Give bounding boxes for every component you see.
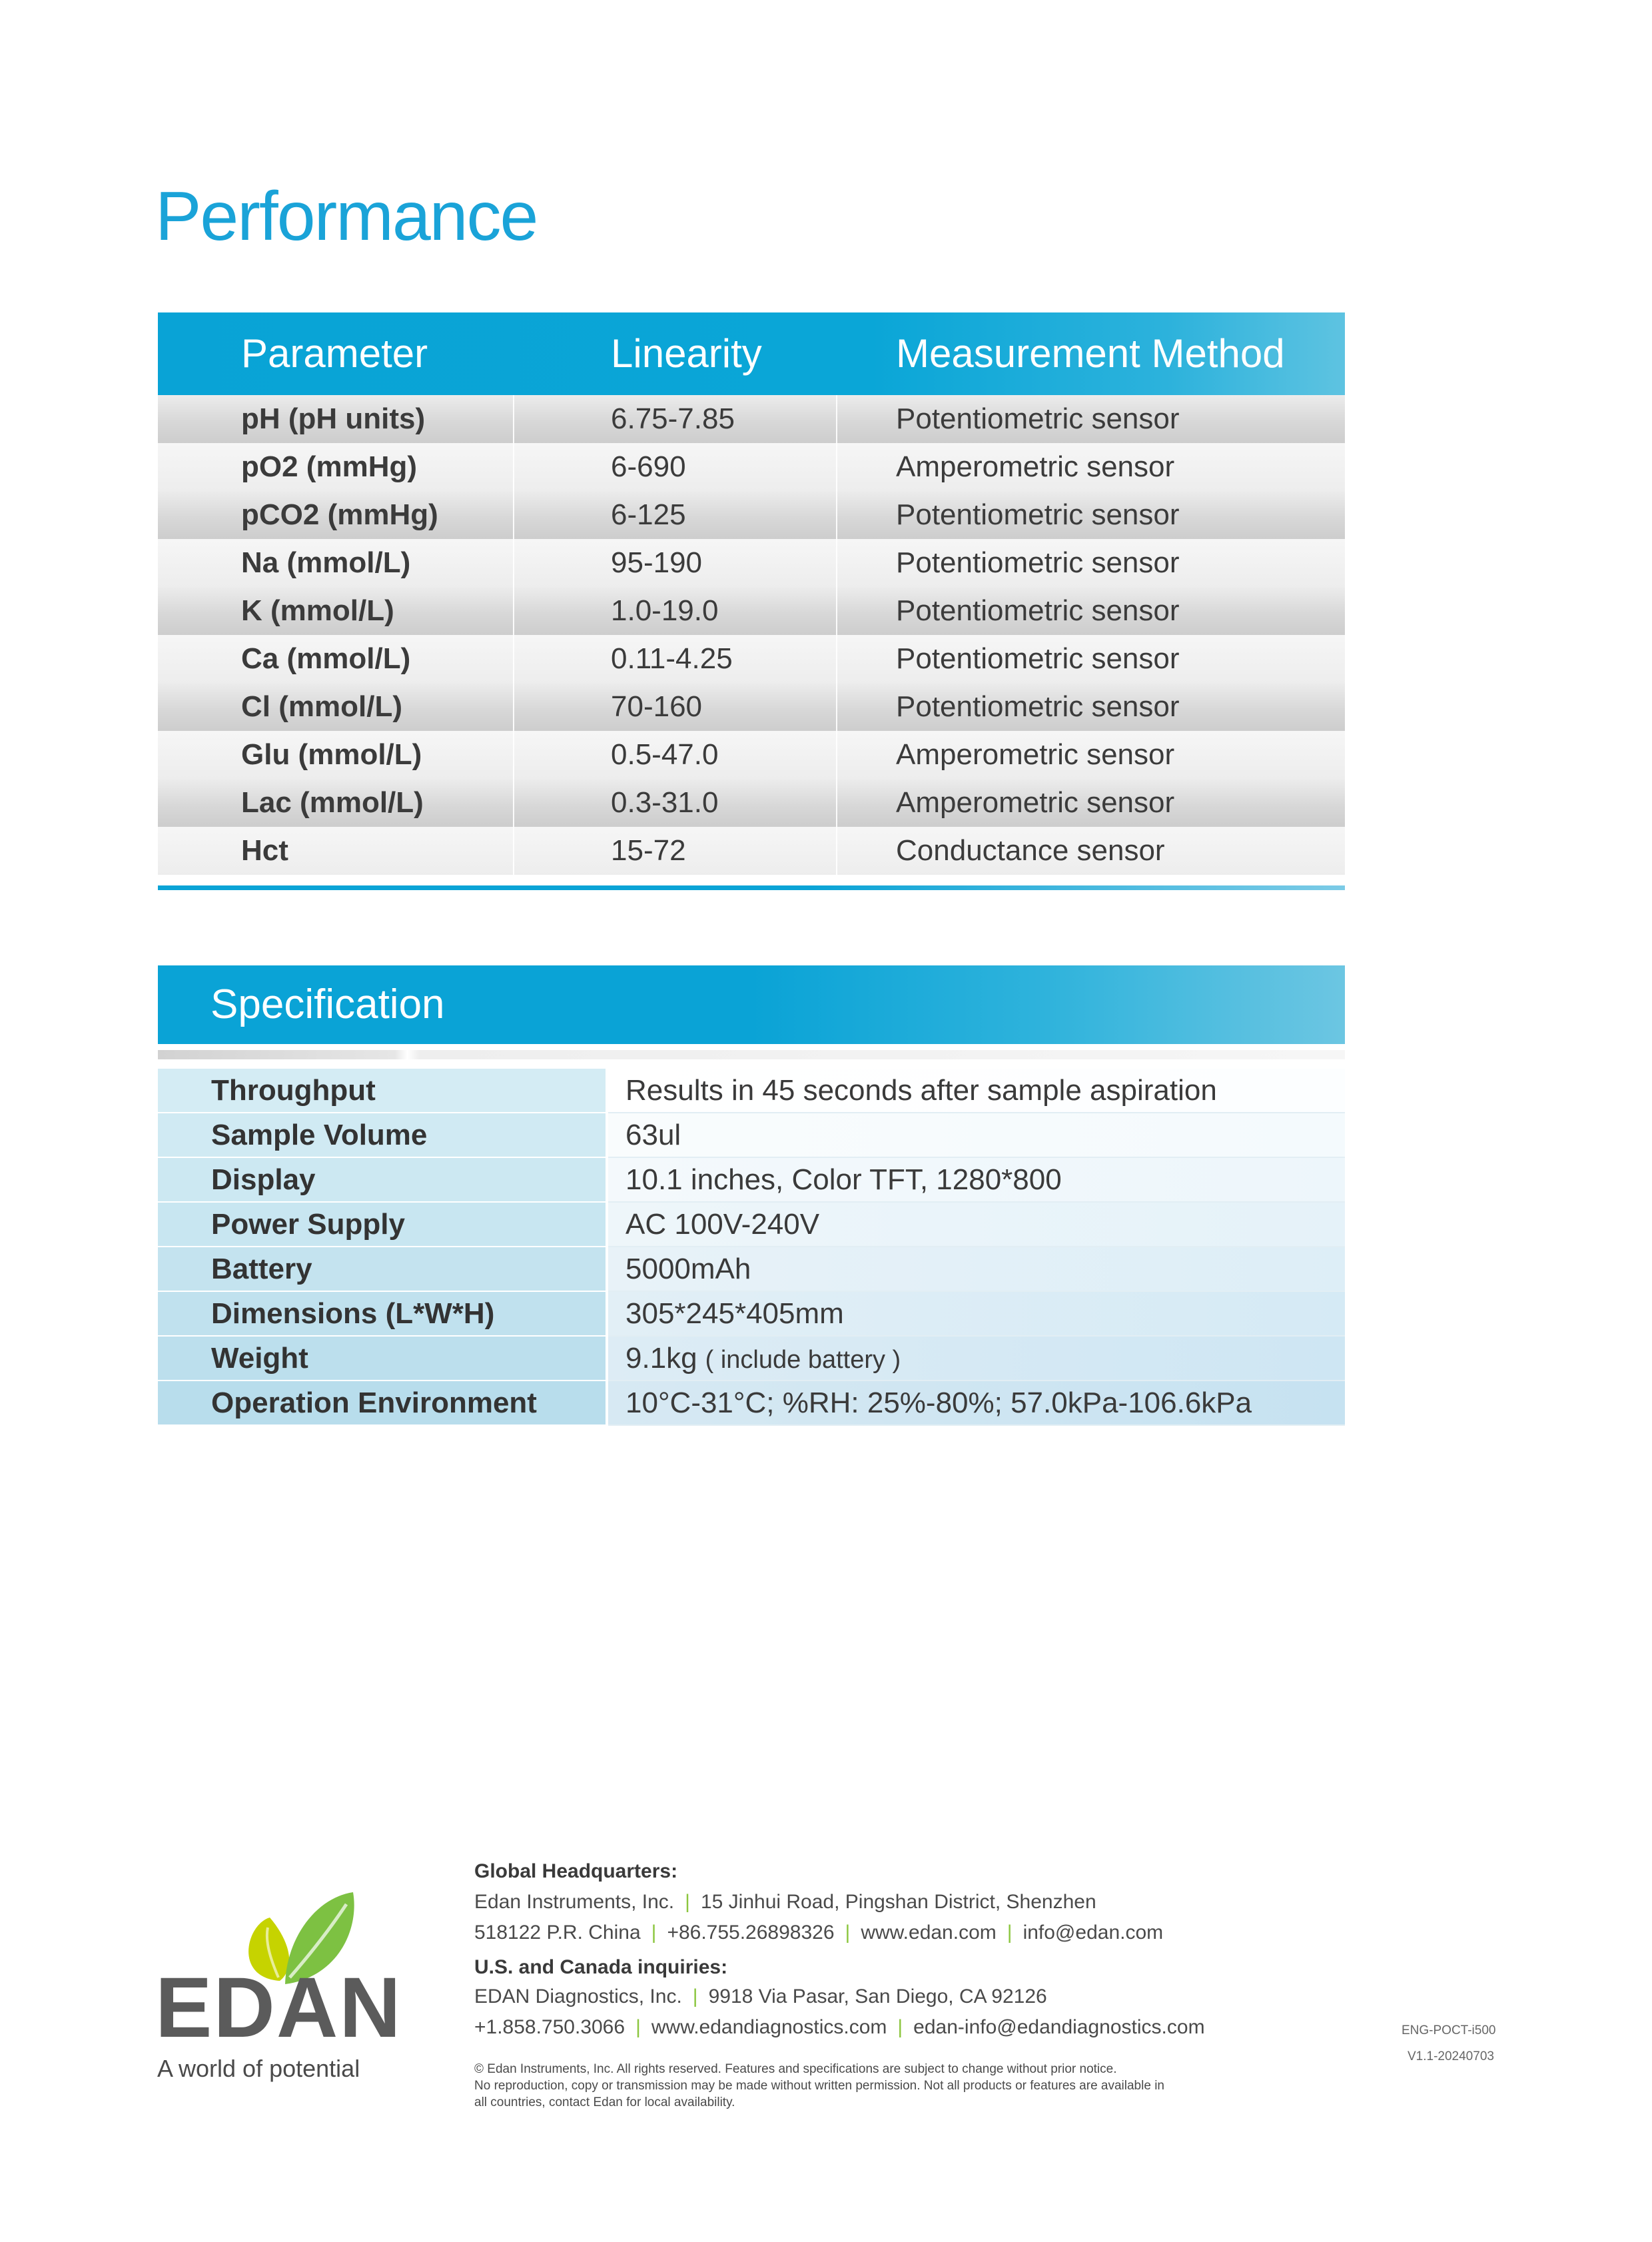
spec-label: Power Supply	[211, 1208, 405, 1241]
spec-label-cell	[158, 1203, 606, 1246]
spec-label: Sample Volume	[211, 1119, 428, 1151]
parameter-cell: pCO2 (mmHg)	[241, 498, 438, 531]
column-divider	[513, 731, 514, 779]
hq-company: Edan Instruments, Inc.	[474, 1891, 675, 1913]
spec-label: Battery	[211, 1253, 312, 1285]
header-measurement-method: Measurement Method	[896, 331, 1285, 376]
separator: |	[897, 2016, 903, 2038]
table-row	[158, 1381, 1345, 1426]
document-version: V1.1-20240703	[1408, 2049, 1494, 2063]
linearity-cell: 6.75-7.85	[611, 402, 735, 435]
table-row	[158, 1203, 1345, 1247]
table-row	[158, 683, 1345, 731]
us-web-link[interactable]: www.edandiagnostics.com	[651, 2016, 887, 2038]
column-divider	[513, 491, 514, 539]
us-email-link[interactable]: edan-info@edandiagnostics.com	[913, 2016, 1205, 2038]
linearity-cell: 95-190	[611, 546, 703, 579]
method-cell: Conductance sensor	[896, 834, 1165, 867]
method-cell: Potentiometric sensor	[896, 402, 1180, 435]
spec-value	[625, 1247, 751, 1291]
linearity-cell: 70-160	[611, 690, 703, 723]
linearity-cell: 1.0-19.0	[611, 594, 719, 627]
separator: |	[692, 1985, 698, 2007]
separator: |	[651, 1922, 657, 1944]
table-row	[158, 491, 1345, 539]
column-divider	[513, 827, 514, 875]
spec-value-text: 10°C-31°C; %RH: 25%-80%; 57.0kPa-106.6kPa	[625, 1387, 1252, 1419]
table-row	[158, 731, 1345, 779]
table-row	[158, 539, 1345, 587]
linearity-cell: 0.11-4.25	[611, 642, 733, 675]
legal-line-2: No reproduction, copy or transmission may be made without written permission. Not all products or features are available in	[474, 2079, 1164, 2093]
spec-value-text: 305*245*405mm	[625, 1297, 844, 1330]
table-row	[158, 395, 1345, 443]
spec-label: Dimensions (L*W*H)	[211, 1297, 495, 1330]
column-divider	[836, 731, 837, 779]
column-divider	[513, 683, 514, 731]
spec-label-cell	[158, 1337, 606, 1380]
us-phone: +1.858.750.3066	[474, 2016, 625, 2038]
hq-line-2	[474, 1922, 1163, 1944]
linearity-cell: 6-690	[611, 450, 686, 483]
hq-postal: 518122 P.R. China	[474, 1922, 641, 1944]
spec-value-cell	[608, 1203, 1345, 1247]
spec-label-cell	[158, 1381, 606, 1424]
hq-web-link[interactable]: www.edan.com	[861, 1922, 997, 1944]
performance-title: Performance	[155, 178, 538, 255]
spec-value-cell	[608, 1381, 1345, 1426]
table-row	[158, 635, 1345, 683]
table-row	[158, 1113, 1345, 1158]
column-divider	[836, 635, 837, 683]
linearity-cell: 15-72	[611, 834, 686, 867]
spec-label-cell	[158, 1158, 606, 1201]
header-parameter: Parameter	[241, 331, 428, 376]
parameter-cell: Hct	[241, 834, 288, 867]
specification-title: Specification	[210, 981, 445, 1027]
spec-value-text: 9.1kg	[625, 1342, 697, 1375]
spec-value-text: 5000mAh	[625, 1253, 751, 1285]
column-divider	[836, 395, 837, 443]
parameter-cell: pH (pH units)	[241, 402, 426, 435]
parameter-cell: pO2 (mmHg)	[241, 450, 417, 483]
specification-table	[158, 1069, 1345, 1426]
column-divider	[513, 539, 514, 587]
linearity-cell: 6-125	[611, 498, 686, 531]
specification-header	[158, 965, 1345, 1044]
separator: |	[635, 2016, 641, 2038]
spec-label-cell	[158, 1247, 606, 1291]
column-divider	[513, 443, 514, 491]
hq-phone: +86.755.26898326	[667, 1922, 835, 1944]
column-divider	[513, 587, 514, 635]
separator: |	[685, 1891, 690, 1913]
column-divider	[836, 779, 837, 827]
method-cell: Potentiometric sensor	[896, 594, 1180, 627]
table-row	[158, 1069, 1345, 1113]
column-divider	[513, 395, 514, 443]
linearity-cell: 0.5-47.0	[611, 738, 719, 771]
column-divider	[836, 587, 837, 635]
us-line-1	[474, 1985, 1047, 2008]
separator: |	[845, 1922, 851, 1944]
header-linearity: Linearity	[611, 331, 762, 376]
performance-table-bottom-rule	[158, 885, 1345, 890]
spec-value-cell	[608, 1292, 1345, 1337]
us-inquiries-label: U.S. and Canada inquiries:	[474, 1956, 728, 1978]
spec-value-note: ( include battery )	[705, 1346, 901, 1374]
table-row	[158, 1247, 1345, 1292]
document-code: ENG-POCT-i500	[1402, 2023, 1496, 2037]
spec-label: Throughput	[211, 1074, 376, 1107]
brand-tagline: A world of potential	[157, 2055, 360, 2082]
spec-label-cell	[158, 1113, 606, 1157]
performance-table-header	[158, 312, 1345, 395]
hq-address: 15 Jinhui Road, Pingshan District, Shenzhen	[700, 1891, 1096, 1913]
spec-value	[625, 1113, 681, 1157]
hq-line-1	[474, 1891, 1096, 1914]
column-divider	[836, 539, 837, 587]
legal-line-1: © Edan Instruments, Inc. All rights reserved. Features and specifications are subject to change without prior notice.	[474, 2062, 1117, 2076]
column-divider	[836, 491, 837, 539]
spec-value-cell	[608, 1337, 1345, 1381]
method-cell: Amperometric sensor	[896, 786, 1175, 819]
parameter-cell: K (mmol/L)	[241, 594, 394, 627]
column-divider	[513, 635, 514, 683]
spec-value-text: Results in 45 seconds after sample aspiration	[625, 1074, 1217, 1107]
hq-email-link[interactable]: info@edan.com	[1023, 1922, 1164, 1944]
us-company: EDAN Diagnostics, Inc.	[474, 1985, 682, 2007]
column-divider	[836, 827, 837, 875]
table-row	[158, 779, 1345, 827]
parameter-cell: Glu (mmol/L)	[241, 738, 422, 771]
specification-header-shadow	[158, 1050, 1345, 1059]
us-address: 9918 Via Pasar, San Diego, CA 92126	[708, 1985, 1047, 2007]
spec-value	[625, 1381, 1252, 1424]
spec-value	[625, 1203, 819, 1246]
spec-value-text: 63ul	[625, 1119, 681, 1151]
performance-table	[158, 312, 1345, 890]
method-cell: Amperometric sensor	[896, 738, 1175, 771]
spec-value-text: AC 100V-240V	[625, 1208, 820, 1241]
parameter-cell: Lac (mmol/L)	[241, 786, 424, 819]
edan-wordmark: EDAN	[155, 1960, 402, 2055]
spec-value	[625, 1158, 1062, 1201]
parameter-cell: Na (mmol/L)	[241, 546, 411, 579]
method-cell: Potentiometric sensor	[896, 690, 1180, 723]
table-row	[158, 827, 1345, 875]
method-cell: Amperometric sensor	[896, 450, 1175, 483]
performance-table-body	[158, 395, 1345, 875]
spec-value-text: 10.1 inches, Color TFT, 1280*800	[625, 1163, 1062, 1196]
parameter-cell: Cl (mmol/L)	[241, 690, 402, 723]
us-line-2	[474, 2016, 1205, 2039]
spec-label: Operation Environment	[211, 1387, 537, 1419]
spec-value-cell	[608, 1247, 1345, 1292]
spec-value-cell	[608, 1113, 1345, 1158]
spec-label: Display	[211, 1163, 316, 1196]
column-divider	[836, 443, 837, 491]
column-divider	[513, 779, 514, 827]
linearity-cell: 0.3-31.0	[611, 786, 719, 819]
method-cell: Potentiometric sensor	[896, 546, 1180, 579]
table-row	[158, 443, 1345, 491]
spec-value-cell	[608, 1158, 1345, 1203]
method-cell: Potentiometric sensor	[896, 498, 1180, 531]
table-row	[158, 1292, 1345, 1337]
table-row	[158, 1158, 1345, 1203]
spec-label-cell	[158, 1069, 606, 1112]
separator: |	[1007, 1922, 1013, 1944]
spec-value	[625, 1292, 844, 1335]
parameter-cell: Ca (mmol/L)	[241, 642, 411, 675]
table-row	[158, 587, 1345, 635]
spec-value	[625, 1069, 1217, 1112]
spec-label: Weight	[211, 1342, 308, 1375]
spec-label-cell	[158, 1292, 606, 1335]
method-cell: Potentiometric sensor	[896, 642, 1180, 675]
legal-line-3: all countries, contact Edan for local availability.	[474, 2095, 735, 2109]
column-divider	[836, 683, 837, 731]
global-hq-label: Global Headquarters:	[474, 1860, 678, 1882]
spec-value	[625, 1337, 901, 1382]
table-row	[158, 1337, 1345, 1381]
spec-value-cell	[608, 1069, 1345, 1113]
